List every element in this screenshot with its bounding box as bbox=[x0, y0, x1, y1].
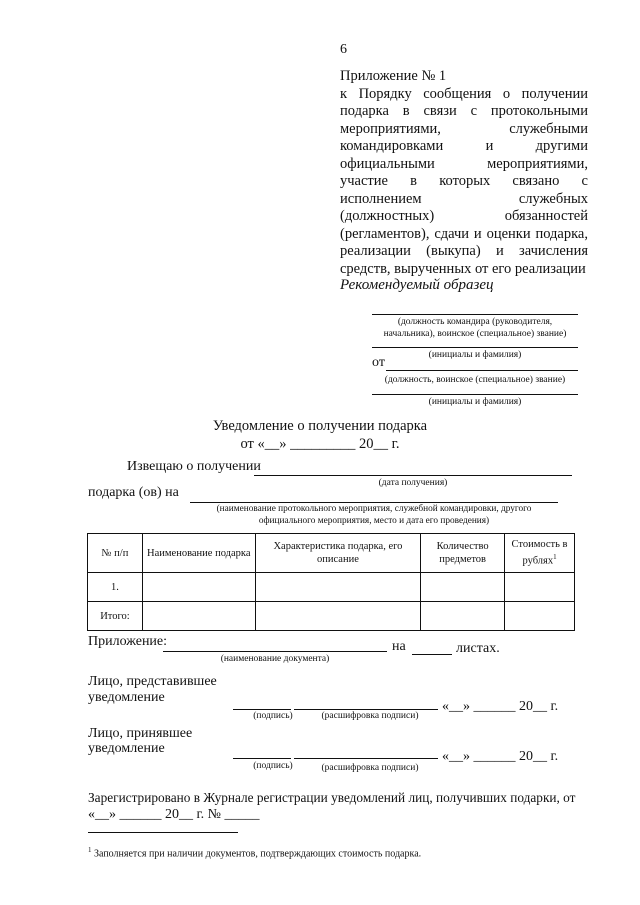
commander-initials-line bbox=[372, 347, 578, 348]
receiver-date: «__» ______ 20__ г. bbox=[442, 749, 559, 764]
table-row bbox=[88, 573, 575, 602]
header-description: Характеристика подарка, его описание bbox=[255, 534, 421, 573]
commander-initials-caption: (инициалы и фамилия) bbox=[428, 350, 522, 360]
total-name[interactable] bbox=[142, 602, 255, 631]
registered-line-2: «__» ______ 20__ г. № _____ bbox=[88, 807, 260, 822]
notice-date: от «__» _________ 20__ г. bbox=[240, 436, 400, 452]
attachment-on-label: на bbox=[392, 639, 406, 654]
total-label: Итого: bbox=[88, 602, 143, 631]
footnote-text: Заполняется при наличии документов, подтверждающих стоимость подарка. bbox=[94, 848, 422, 860]
table-total-row bbox=[88, 602, 575, 631]
row-quantity[interactable] bbox=[421, 573, 505, 602]
sender-initials-caption: (инициалы и фамилия) bbox=[428, 397, 522, 407]
gift-table bbox=[87, 533, 575, 631]
commander-position-line bbox=[372, 314, 578, 315]
receiver-label-2: уведомление bbox=[88, 741, 165, 756]
header-cost-label: Стоимость в рублях bbox=[511, 539, 568, 567]
appendix-block bbox=[340, 68, 588, 278]
notice-title: Уведомление о получении подарка bbox=[212, 418, 428, 434]
attachment-caption: (наименование документа) bbox=[220, 654, 330, 664]
attachment-document-line bbox=[163, 651, 387, 652]
footnote-separator bbox=[88, 832, 238, 833]
table-header-row bbox=[88, 534, 575, 573]
attachment-sheets-line bbox=[412, 654, 452, 655]
sender-initials-line bbox=[372, 394, 578, 395]
receiver-signature-line bbox=[233, 758, 291, 759]
gift-label: подарка (ов) на bbox=[88, 485, 179, 500]
submitter-date: «__» ______ 20__ г. bbox=[442, 699, 559, 714]
registered-line-1: Зарегистрировано в Журнале регистрации уведомлений лиц, получивших подарки, от bbox=[88, 790, 576, 805]
footnote-mark: 1 bbox=[88, 846, 92, 854]
row-description[interactable] bbox=[255, 573, 421, 602]
header-quantity: Количество предметов bbox=[421, 534, 505, 573]
header-name: Наименование подарка bbox=[142, 534, 255, 573]
header-cost-footnote-mark: 1 bbox=[553, 553, 557, 562]
total-quantity[interactable] bbox=[421, 602, 505, 631]
event-caption: (наименование протокольного мероприятия, служебной командировки, другого официального мероприятия, место и дата его проведения) bbox=[216, 504, 532, 526]
sender-position-line bbox=[386, 370, 578, 371]
row-name[interactable] bbox=[142, 573, 255, 602]
header-number: № п/п bbox=[88, 534, 143, 573]
sample-label: Рекомендуемый образец bbox=[340, 277, 494, 293]
submitter-decoding-caption: (расшифровка подписи) bbox=[321, 711, 419, 721]
submitter-label-1: Лицо, представившее bbox=[88, 674, 217, 689]
total-description[interactable] bbox=[255, 602, 421, 631]
receiver-label-1: Лицо, принявшее bbox=[88, 726, 193, 741]
attachment-sheets-label: листах. bbox=[456, 641, 500, 656]
receipt-date-line bbox=[254, 475, 572, 476]
appendix-title: Приложение № 1 bbox=[340, 68, 447, 84]
receiver-decoding-line bbox=[294, 758, 438, 759]
row-cost[interactable] bbox=[505, 573, 575, 602]
submitter-label-2: уведомление bbox=[88, 690, 165, 705]
page-number: 6 bbox=[340, 42, 347, 57]
from-label: от bbox=[372, 355, 385, 370]
attachment-label: Приложение: bbox=[88, 634, 168, 649]
receiver-signature-caption: (подпись) bbox=[253, 761, 293, 771]
appendix-text: к Порядку сообщения о получении подарка в связи с протокольными мероприятиями, служебными командировками и другими официальными мероприятиями, участие в которых связано с исполнением служебных (должностных) обязанностей (регламентов), сдачи и оценки подарка, реализации (выкупа) и зачисления средств, вырученных от его реализации bbox=[340, 85, 588, 277]
sender-position-caption: (должность, воинское (специальное) звание) bbox=[384, 375, 566, 385]
inform-label: Извещаю о получении bbox=[127, 459, 261, 474]
row-number[interactable]: 1. bbox=[88, 573, 143, 602]
submitter-signature-caption: (подпись) bbox=[253, 711, 293, 721]
footnote bbox=[88, 846, 421, 859]
receiver-decoding-caption: (расшифровка подписи) bbox=[321, 763, 419, 773]
total-cost[interactable] bbox=[505, 602, 575, 631]
header-cost bbox=[505, 534, 575, 573]
receipt-date-caption: (дата получения) bbox=[378, 478, 448, 488]
commander-position-caption: (должность командира (руководителя, начальника), воинское (специальное) звание) bbox=[383, 317, 567, 339]
